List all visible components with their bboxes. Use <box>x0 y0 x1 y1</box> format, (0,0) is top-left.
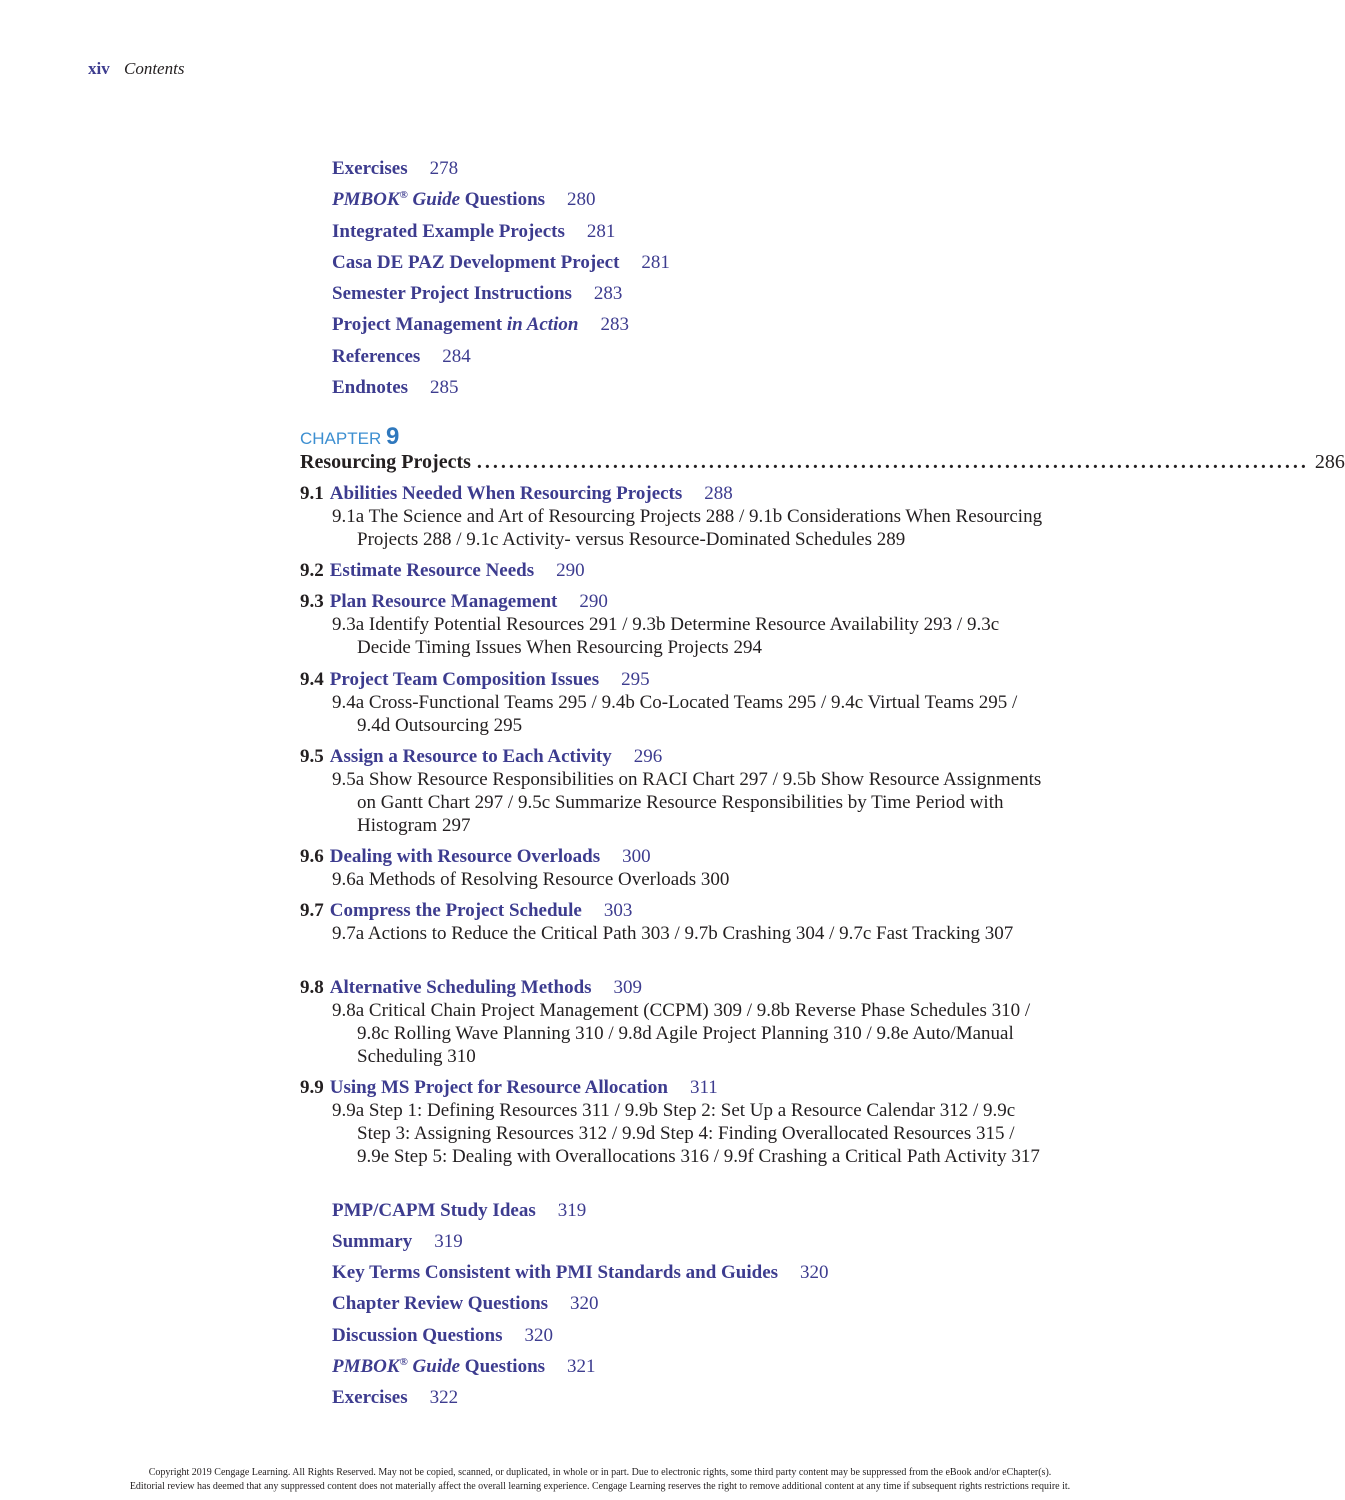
subsection-list: 9.4a Cross-Functional Teams 295 / 9.4b Co-Located Teams 295 / 9.4c Virtual Teams 295 / 9.4d Outsourcing 295 <box>332 692 1018 736</box>
toc-item-references[interactable]: References 284 <box>332 346 471 367</box>
toc-item-pmbok-questions[interactable]: PMBOK® Guide Questions 280 <box>332 189 596 210</box>
toc-section-9-1[interactable]: 9.1 Abilities Needed When Resourcing Projects 288 9.1a The Science and Art of Resourcing Projects 288 / 9.1b Considerations When Resourcing Projects 288 / 9.1c Activity- versus Resource-Dominated Schedules 289 <box>300 482 1060 551</box>
toc-item-exercises-2[interactable]: Exercises 322 <box>332 1387 459 1408</box>
subsection-list: 9.8a Critical Chain Project Management (CCPM) 309 / 9.8b Reverse Phase Schedules 310 / 9.8c Rolling Wave Planning 310 / 9.8d Agile Project Planning 310 / 9.8e Auto/Manual Scheduling 310 <box>332 1000 1031 1067</box>
subsection-list: 9.5a Show Resource Responsibilities on RACI Chart 297 / 9.5b Show Resource Assignments on Gantt Chart 297 / 9.5c Summarize Resource Responsibilities by Time Period with Histogram 297 <box>332 769 1042 836</box>
subsection-list: 9.6a Methods of Resolving Resource Overloads 300 <box>332 869 730 890</box>
chapter-number: 9 <box>385 423 400 450</box>
toc-section-9-3[interactable]: 9.3 Plan Resource Management 290 9.3a Identify Potential Resources 291 / 9.3b Determine Resource Availability 293 / 9.3c Decide Timing Issues When Resourcing Projects 294 <box>300 590 1060 659</box>
running-head-title: Contents <box>123 59 185 78</box>
toc-item-summary[interactable]: Summary 319 <box>332 1231 463 1252</box>
toc-item-exercises[interactable]: Exercises 278 <box>332 158 459 179</box>
toc-item-endnotes[interactable]: Endnotes 285 <box>332 377 459 398</box>
footer-line-2: Editorial review has deemed that any suppressed content does not materially affect the overall learning experience. Cengage Learning reserves the right to remove additional content at any time if subsequent rights restrictions require it. <box>129 1481 1071 1492</box>
subsection-list: 9.7a Actions to Reduce the Critical Path 303 / 9.7b Crashing 304 / 9.7c Fast Tracking 307 <box>332 923 1014 944</box>
running-head <box>88 59 184 79</box>
toc-item-semester-project[interactable]: Semester Project Instructions 283 <box>332 283 623 304</box>
toc-item-integrated-example-projects[interactable]: Integrated Example Projects 281 <box>332 221 616 242</box>
toc-item-key-terms[interactable]: Key Terms Consistent with PMI Standards and Guides 320 <box>332 1262 829 1283</box>
chapter-title-line[interactable] <box>300 449 1345 475</box>
toc-section-9-5[interactable]: 9.5 Assign a Resource to Each Activity 296 9.5a Show Resource Responsibilities on RACI Chart 297 / 9.5b Show Resource Assignments on Gantt Chart 297 / 9.5c Summarize Resource Responsibilities by Time Period with Histogram 297 <box>300 745 1060 837</box>
leader-dots: ........................................................................................................ <box>476 451 1309 473</box>
toc-section-9-2[interactable]: 9.2 Estimate Resource Needs 290 <box>300 560 585 581</box>
toc-section-9-4[interactable]: 9.4 Project Team Composition Issues 295 9.4a Cross-Functional Teams 295 / 9.4b Co-Located Teams 295 / 9.4c Virtual Teams 295 / 9.4d Outsourcing 295 <box>300 668 1060 737</box>
toc-item-casa-de-paz[interactable]: Casa DE PAZ Development Project 281 <box>332 252 670 273</box>
subsection-list: 9.1a The Science and Art of Resourcing Projects 288 / 9.1b Considerations When Resourcing Projects 288 / 9.1c Activity- versus Resource-Dominated Schedules 289 <box>332 506 1043 550</box>
page-number: xiv <box>88 59 110 78</box>
copyright-footer <box>0 1466 1200 1494</box>
toc-item-discussion[interactable]: Discussion Questions 320 <box>332 1325 554 1346</box>
toc-section-9-6[interactable]: 9.6 Dealing with Resource Overloads 300 9.6a Methods of Resolving Resource Overloads 300 <box>300 845 1060 891</box>
chapter-title: Resourcing Projects <box>300 451 471 473</box>
toc-section-9-9[interactable]: 9.9 Using MS Project for Resource Allocation 311 9.9a Step 1: Defining Resources 311 / 9.9b Step 2: Set Up a Resource Calendar 312 / 9.9c Step 3: Assigning Resources 312 / 9.9d Step 4: Finding Overallocated Resources 315 / 9.9e Step 5: Dealing with Overallocations 316 / 9.9f Crashing a Critical Path Activity 317 <box>300 1076 1060 1168</box>
chapter-page: 286 <box>1314 451 1345 473</box>
toc-item-chapter-review[interactable]: Chapter Review Questions 320 <box>332 1293 599 1314</box>
chapter-label: CHAPTER 9 <box>300 423 400 450</box>
toc-item-pmp-capm[interactable]: PMP/CAPM Study Ideas 319 <box>332 1200 587 1221</box>
subsection-list: 9.9a Step 1: Defining Resources 311 / 9.9b Step 2: Set Up a Resource Calendar 312 / 9.9c Step 3: Assigning Resources 312 / 9.9d Step 4: Finding Overallocated Resources 315 / 9.9e Step 5: Dealing with Overallocations 316 / 9.9f Crashing a Critical Path Activity 317 <box>332 1100 1040 1167</box>
toc-item-pm-in-action[interactable]: Project Management in Action 283 <box>332 314 629 335</box>
subsection-list: 9.3a Identify Potential Resources 291 / 9.3b Determine Resource Availability 293 / 9.3c Decide Timing Issues When Resourcing Projects 294 <box>332 614 1000 658</box>
toc-section-9-7[interactable]: 9.7 Compress the Project Schedule 303 9.7a Actions to Reduce the Critical Path 303 / 9.7b Crashing 304 / 9.7c Fast Tracking 307 <box>300 899 1060 945</box>
toc-item-pmbok-questions-2[interactable]: PMBOK® Guide Questions 321 <box>332 1356 596 1377</box>
toc-section-9-8[interactable]: 9.8 Alternative Scheduling Methods 309 9.8a Critical Chain Project Management (CCPM) 309 / 9.8b Reverse Phase Schedules 310 / 9.8c Rolling Wave Planning 310 / 9.8d Agile Project Planning 310 / 9.8e Auto/Manual Scheduling 310 <box>300 976 1060 1068</box>
footer-line-1: Copyright 2019 Cengage Learning. All Rights Reserved. May not be copied, scanned, or duplicated, in whole or in part. Due to electronic rights, some third party content may be suppressed from the eBook and/or eChapter(s). <box>148 1467 1052 1478</box>
